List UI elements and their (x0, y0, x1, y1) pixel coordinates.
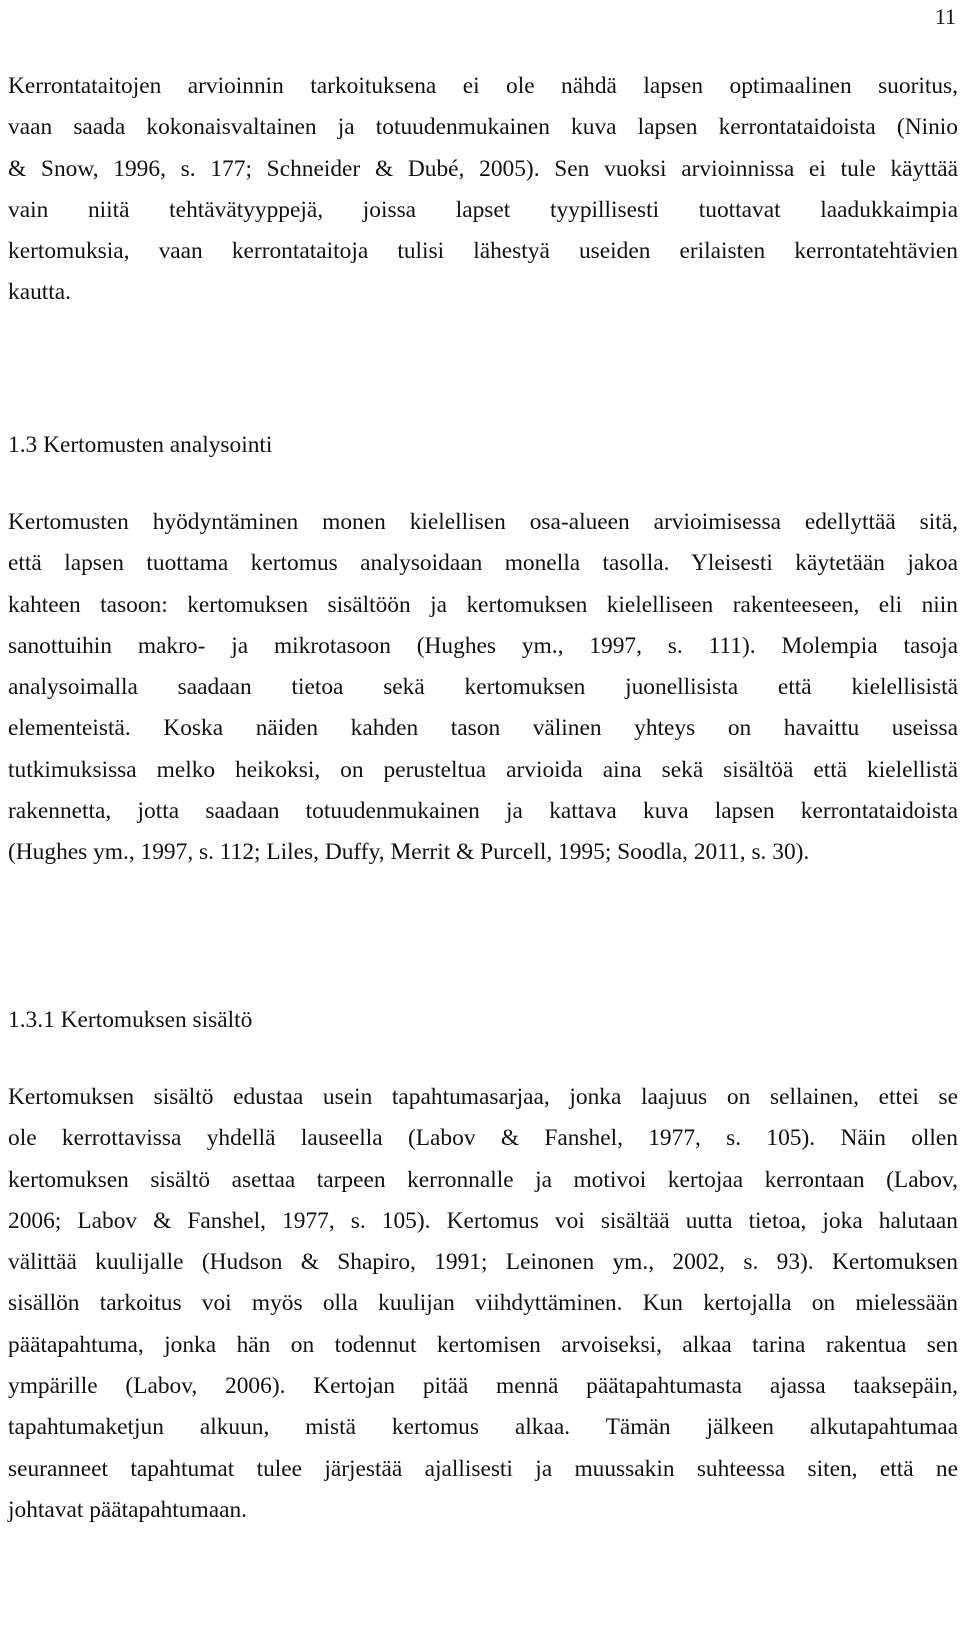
page-number: 11 (934, 4, 956, 29)
text-line: tutkimuksissa melko heikoksi, on perusteltua arvioida aina sekä sisältöä että kielellistä (8, 756, 958, 783)
text-line: välittää kuulijalle (Hudson & Shapiro, 1991; Leinonen ym., 2002, s. 93). Kertomuksen (8, 1249, 958, 1276)
text-line: elementeistä. Koska näiden kahden tason välinen yhteys on havaittu useissa (8, 715, 958, 742)
paragraph-narrative-content (8, 1077, 958, 1531)
text-line: että lapsen tuottama kertomus analysoidaan monella tasolla. Yleisesti käytetään jakoa (8, 550, 958, 577)
paragraph-assessment-purpose (8, 66, 958, 314)
text-line: (Hughes ym., 1997, s. 112; Liles, Duffy, Merrit & Purcell, 1995; Soodla, 2011, s. 30). (8, 839, 810, 866)
text-line: johtavat päätapahtumaan. (8, 1496, 248, 1523)
text-line: Kertomusten hyödyntäminen monen kielellisen osa-alueen arvioimisessa edellyttää sitä, (8, 509, 958, 535)
text-line: rakennetta, jotta saadaan totuudenmukainen ja kattava kuva lapsen kerrontataidoista (8, 798, 958, 825)
text-line: sisällön tarkoitus voi myös olla kuulijan viihdyttäminen. Kun kertojalla on mielessään (8, 1290, 958, 1317)
paragraph-narrative-analysis (8, 502, 958, 874)
text-line: kautta. (8, 279, 71, 306)
subsection-heading-narrative-content: 1.3.1 Kertomuksen sisältö (8, 1007, 253, 1033)
text-line: ole kerrottavissa yhdellä lauseella (Labov & Fanshel, 1977, s. 105). Näin ollen (8, 1125, 958, 1152)
text-line: 2006; Labov & Fanshel, 1977, s. 105). Kertomus voi sisältää uutta tietoa, joka halutaan (8, 1207, 958, 1234)
text-line: vain niitä tehtävätyyppejä, joissa lapset tyypillisesti tuottavat laadukkaimpia (8, 196, 958, 223)
text-line: kertomuksen sisältö asettaa tarpeen kerronnalle ja motivoi kertojaa kerrontaan (Labov, (8, 1166, 958, 1193)
text-line: kahteen tasoon: kertomuksen sisältöön ja kertomuksen kielelliseen rakenteeseen, eli niin (8, 591, 958, 618)
text-line: Kertomuksen sisältö edustaa usein tapahtumasarjaa, jonka laajuus on sellainen, ettei se (8, 1084, 958, 1110)
text-line: sanottuihin makro- ja mikrotasoon (Hughes ym., 1997, s. 111). Molempia tasoja (8, 632, 958, 659)
text-line: kertomuksia, vaan kerrontataitoja tulisi lähestyä useiden erilaisten kerrontatehtävien (8, 238, 958, 265)
text-line: & Snow, 1996, s. 177; Schneider & Dubé, 2005). Sen vuoksi arvioinnissa ei tule käyttää (8, 155, 958, 182)
text-line: tapahtumaketjun alkuun, mistä kertomus alkaa. Tämän jälkeen alkutapahtumaa (8, 1414, 958, 1441)
section-heading-narrative-analysis: 1.3 Kertomusten analysointi (8, 432, 273, 458)
text-line: analysoimalla saadaan tietoa sekä kertomuksen juonellisista että kielellisistä (8, 674, 958, 701)
text-line: seuranneet tapahtumat tulee järjestää ajallisesti ja muussakin suhteessa siten, että ne (8, 1455, 958, 1482)
text-line: Kerrontataitojen arvioinnin tarkoituksena ei ole nähdä lapsen optimaalinen suoritus, (8, 73, 958, 99)
text-line: ympärille (Labov, 2006). Kertojan pitää mennä päätapahtumasta ajassa taaksepäin, (8, 1373, 958, 1400)
text-line: päätapahtuma, jonka hän on todennut kertomisen arvoiseksi, alkaa tarina rakentua sen (8, 1331, 958, 1358)
text-line: vaan saada kokonaisvaltainen ja totuudenmukainen kuva lapsen kerrontataidoista (Ninio (8, 114, 958, 141)
